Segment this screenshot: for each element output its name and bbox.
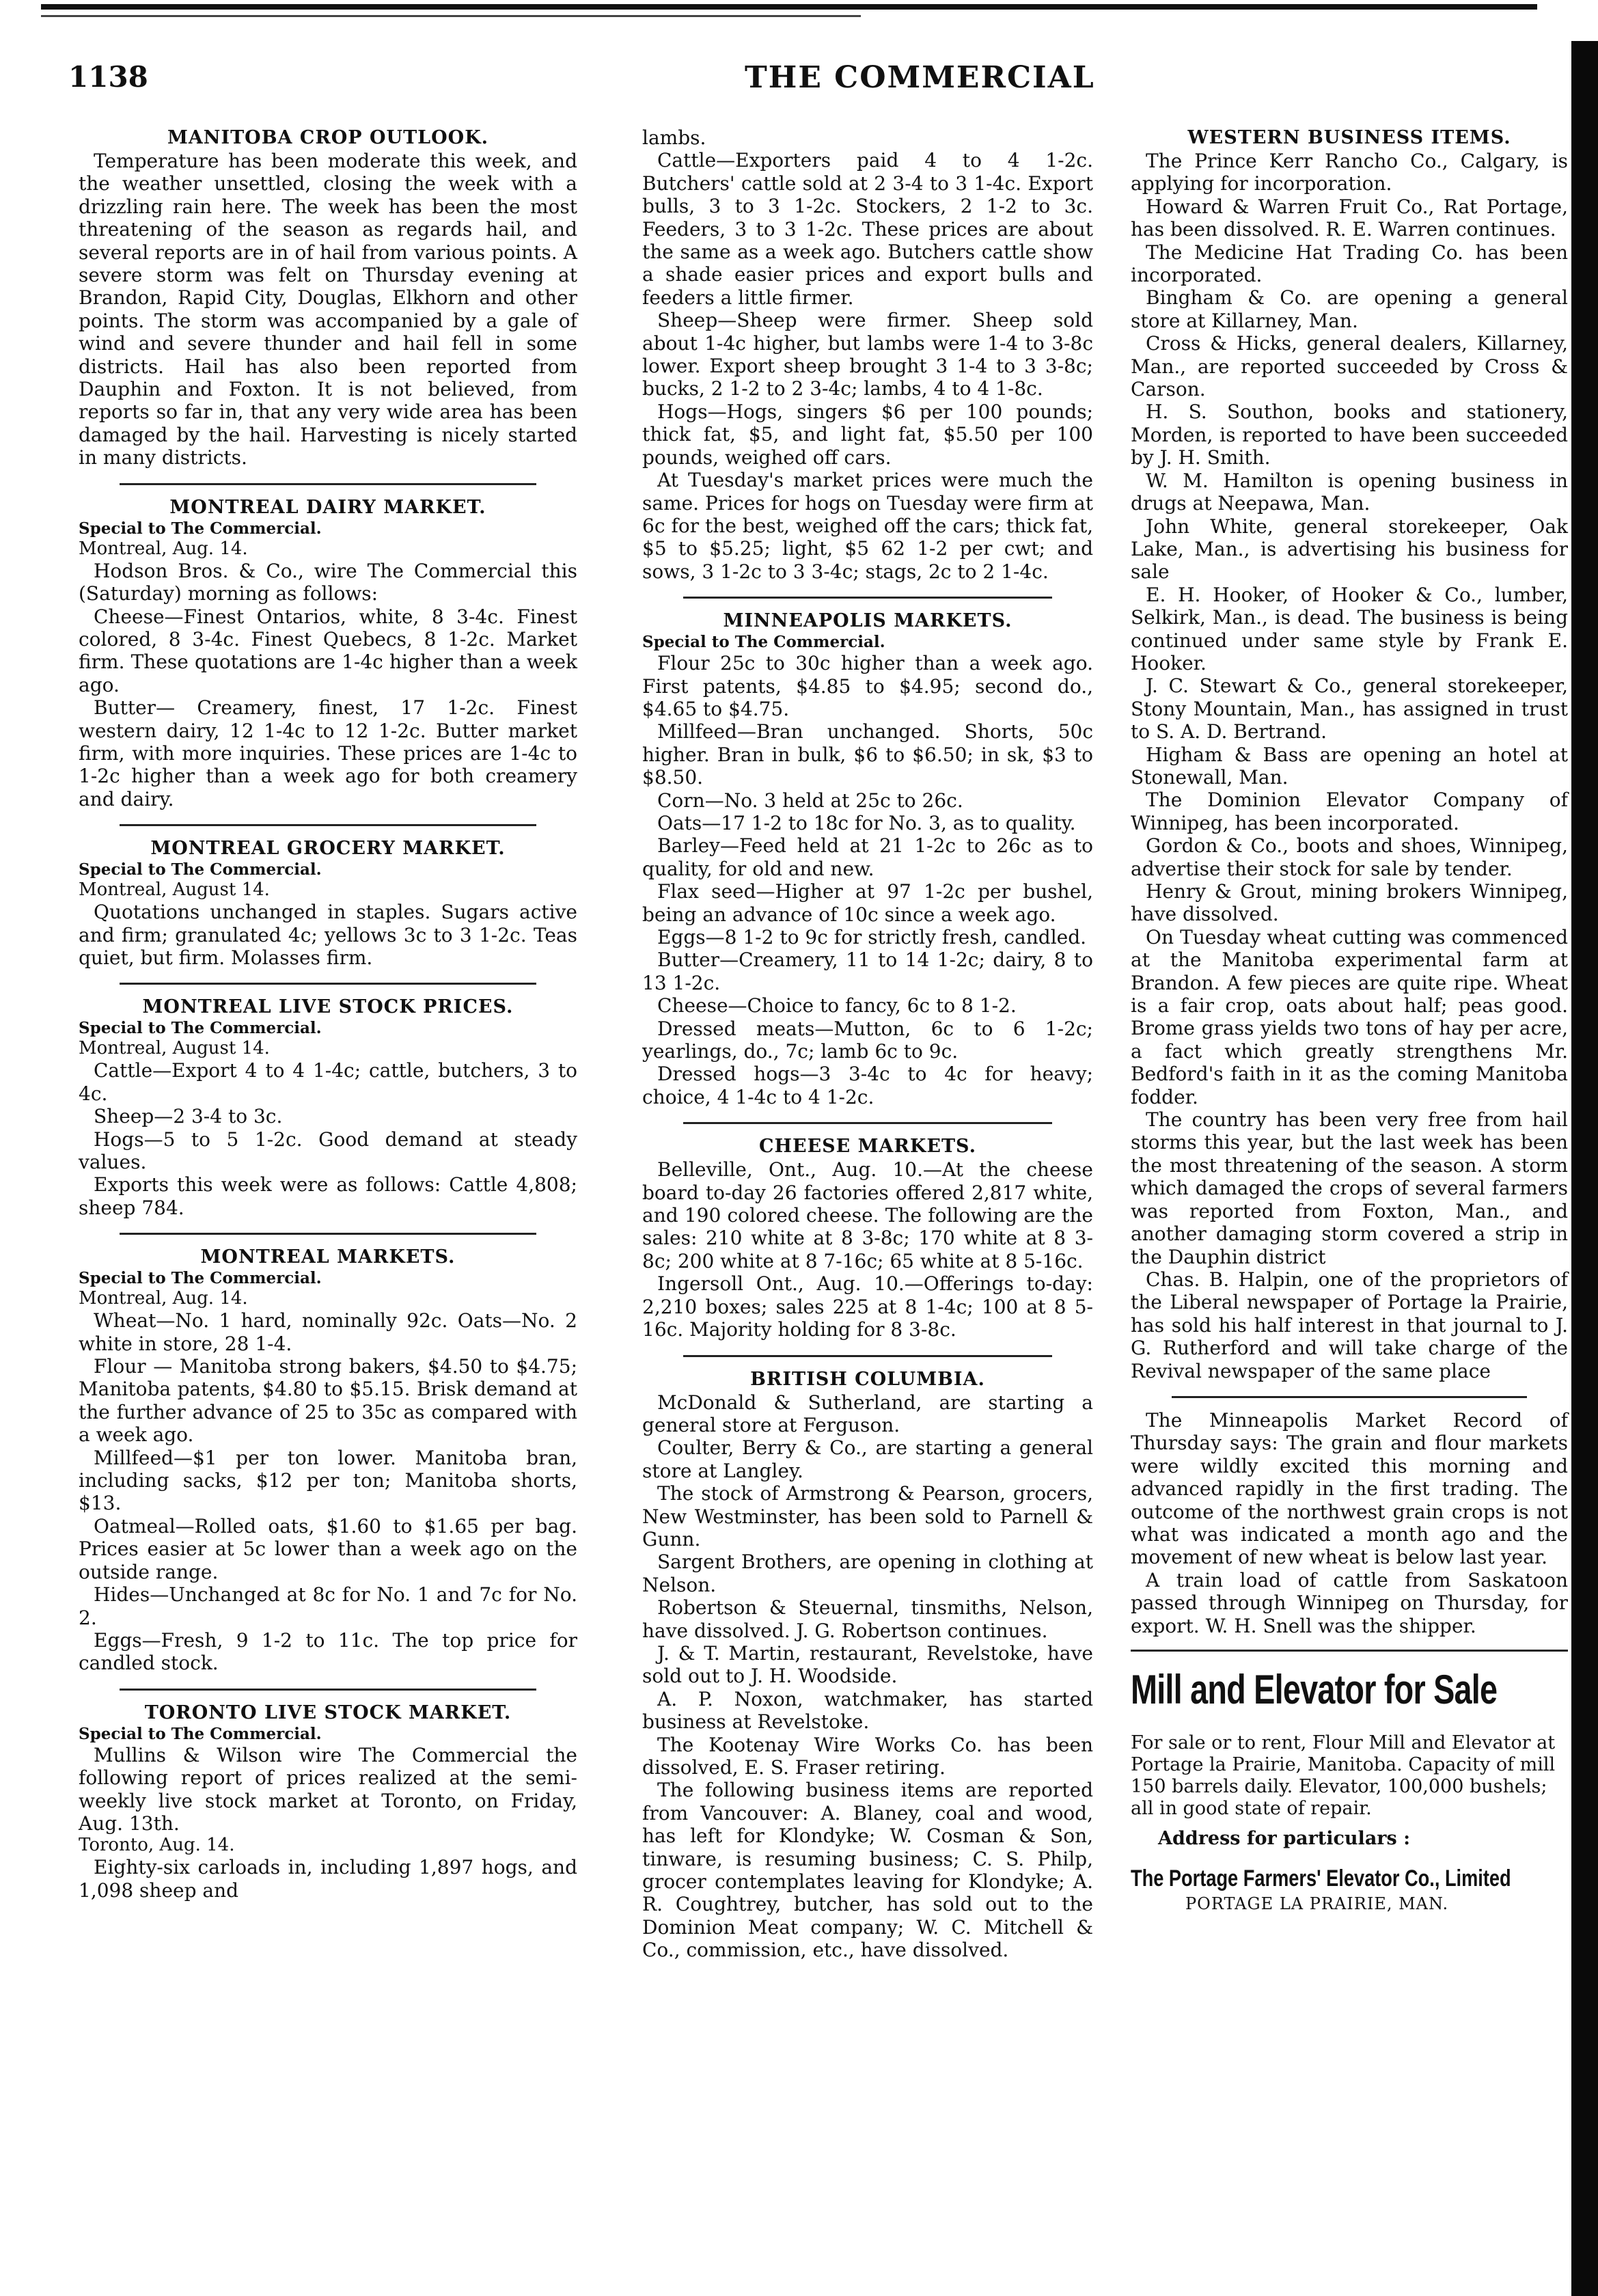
article-paragraph: Corn—No. 3 held at 25c to 26c. (657, 789, 963, 812)
dateline: Montreal, August 14. (79, 1038, 270, 1059)
article-paragraph: The country has been very free from hail storms this year, but the last week has been the most threatening of the season. A storm which damaged the crops of several farmers was reported from Foxton, Man., and another damaging storm covered a strip in the Dauphin district (1131, 1108, 1568, 1268)
article-paragraph: Robertson & Steuernal, tinsmiths, Nelson, have dissolved. J. G. Robertson continues. (642, 1596, 1093, 1642)
special-line: Special to The Commercial. (79, 860, 322, 879)
article-paragraph: At Tuesday's market prices were much the same. Prices for hogs on Tuesday were firm at 6c for the best, weighed off the cars; thick fat, $5 to $5.25; light, $5 62 1-2 per cwt; and sows, 3 1-2c to 3 3-4c; stags, 2c to 2 1-4c. (642, 469, 1093, 583)
article-paragraph: Cattle—Export 4 to 4 1-4c; cattle, butchers, 3 to 4c. (79, 1059, 577, 1105)
advertisement-body: For sale or to rent, Flour Mill and Elevator at Portage la Prairie, Manitoba. Capacity of mill 150 barrels daily. Elevator, 100,000 bushels; all in good state of repair. (1131, 1732, 1556, 1819)
dateline: Montreal, August 14. (79, 879, 270, 901)
section-divider (120, 824, 536, 826)
article-paragraph: Mullins & Wilson wire The Commercial the following report of prices realized at the semi-weekly live stock market at Toronto, on Friday, Aug. 13th. (79, 1743, 577, 1835)
article-paragraph: Cheese—Choice to fancy, 6c to 8 1-2. (657, 994, 1017, 1017)
article-paragraph: A. P. Noxon, watchmaker, has started business at Revelstoke. (642, 1687, 1093, 1734)
article-paragraph: Butter—Creamery, 11 to 14 1-2c; dairy, 8 to 13 1-2c. (642, 948, 1093, 994)
article-paragraph: Flour — Manitoba strong bakers, $4.50 to $4.75; Manitoba patents, $4.80 to $5.15. Brisk demand at the further advance of 25 to 35c as compared with a week ago. (79, 1355, 577, 1447)
special-line: Special to The Commercial. (79, 1019, 322, 1038)
special-line: Special to The Commercial. (79, 519, 322, 538)
section-divider (120, 1233, 536, 1235)
article-paragraph: Eggs—Fresh, 9 1-2 to 11c. The top price for candled stock. (79, 1628, 577, 1675)
article-paragraph: Temperature has been moderate this week, and the weather unsettled, closing the week with a drizzling rain here. The week has been the most threatening of the season as regards hail, and several reports are in of hail from various points. A severe storm was felt on Thursday evening at Brandon, Rapid City, Douglas, Elkhorn and other points. The storm was accompanied by a gale of wind and severe thunder and hail fell in some districts. Hail has also been reported from Dauphin and Foxton. It is not believed, from reports so far in, that any very wide area has been damaged by the hail. Harvesting is nicely started in many districts. (79, 150, 577, 469)
article-paragraph: Wheat—No. 1 hard, nominally 92c. Oats—No. 2 white in store, 28 1-4. (79, 1309, 577, 1355)
article-paragraph: Cheese—Finest Ontarios, white, 8 3-4c. Finest colored, 8 3-4c. Finest Quebecs, 8 1-2c. Market firm. These quotations are 1-4c higher than a week ago. (79, 605, 577, 696)
article-heading: MONTREAL GROCERY MARKET. (150, 838, 506, 860)
section-divider (120, 1689, 536, 1691)
article-heading: MONTREAL DAIRY MARKET. (169, 496, 486, 518)
article-paragraph: McDonald & Sutherland, are starting a general store at Ferguson. (642, 1391, 1093, 1436)
article-paragraph: Chas. B. Halpin, one of the proprietors of the Liberal newspaper of Portage la Prairie, has sold his half interest in that journal to J. G. Rutherford and will take charge of the Revival newspaper of the same place (1131, 1268, 1568, 1382)
section-divider (120, 983, 536, 985)
article-paragraph: Coulter, Berry & Co., are starting a general store at Langley. (642, 1436, 1093, 1482)
article-paragraph: Bingham & Co. are opening a general store at Killarney, Man. (1131, 286, 1568, 332)
article-paragraph: Higham & Bass are opening an hotel at Stonewall, Man. (1131, 743, 1568, 789)
special-line: Special to The Commercial. (642, 633, 885, 652)
article-paragraph: Dressed hogs—3 3-4c to 4c for heavy; choice, 4 1-4c to 4 1-2c. (642, 1063, 1093, 1108)
article-paragraph: The Minneapolis Market Record of Thursday says: The grain and flour markets were wildly excited this morning and advanced rapidly in the first trading. The outcome of the northwest grain crops is not what was indicated a month ago and the movement of new wheat is below last year. (1131, 1408, 1568, 1569)
article-paragraph: Sheep—Sheep were firmer. Sheep sold about 1-4c higher, but lambs were 1-4 to 3-8c lower. Export sheep brought 3 1-4 to 3 3-8c; bucks, 2 1-2 to 2 3-4c; lambs, 4 to 4 1-8c. (642, 309, 1093, 400)
dateline: Toronto, Aug. 14. (79, 1835, 235, 1856)
article-paragraph: Oats—17 1-2 to 18c for No. 3, as to quality. (657, 811, 1076, 834)
section-divider (120, 483, 536, 485)
article-paragraph: Eighty-six carloads in, including 1,897 hogs, and 1,098 sheep and (79, 1856, 577, 1902)
advertisement-divider (1131, 1650, 1568, 1652)
article-paragraph: W. M. Hamilton is opening business in drugs at Neepawa, Man. (1131, 469, 1568, 515)
page-number: 1138 (68, 60, 148, 94)
advertisement-location: PORTAGE LA PRAIRIE, MAN. (1185, 1894, 1449, 1913)
article-heading: BRITISH COLUMBIA. (750, 1368, 985, 1390)
section-divider (1172, 1396, 1527, 1398)
column-1 (79, 126, 577, 1902)
article-paragraph: Barley—Feed held at 21 1-2c to 26c as to quality, for old and new. (642, 834, 1093, 880)
journal-title: THE COMMERCIAL (745, 60, 1095, 95)
special-line: Special to The Commercial. (79, 1269, 322, 1288)
article-paragraph: The following business items are reported from Vancouver: A. Blaney, coal and wood, has left for Klondyke; W. Cosman & Son, tinware, is resuming business; C. S. Philp, grocer contemplates leaving for Klondyke; A. R. Coughtrey, butcher, has sold out to the Dominion Meat company; W. C. Mitchell & Co., commission, etc., have dissolved. (642, 1779, 1093, 1962)
article-paragraph: Sheep—2 3-4 to 3c. (94, 1105, 283, 1128)
article-paragraph: The Medicine Hat Trading Co. has been incorporated. (1131, 241, 1568, 287)
article-paragraph: Quotations unchanged in staples. Sugars active and firm; granulated 4c; yellows 3c to 3 1-2c. Teas quiet, but firm. Molasses firm. (79, 901, 577, 969)
dateline: Montreal, Aug. 14. (79, 538, 248, 559)
article-heading: WESTERN BUSINESS ITEMS. (1187, 127, 1511, 148)
article-paragraph: Eggs—8 1-2 to 9c for strictly fresh, candled. (657, 926, 1087, 948)
article-heading: MINNEAPOLIS MARKETS. (723, 610, 1012, 632)
article-paragraph: Cross & Hicks, general dealers, Killarney, Man., are reported succeeded by Cross & Carson. (1131, 332, 1568, 401)
article-paragraph: Oatmeal—Rolled oats, $1.60 to $1.65 per bag. Prices easier at 5c lower than a week ago on the outside range. (79, 1514, 577, 1583)
advertisement-title: Mill and Elevator for Sale (1131, 1667, 1498, 1712)
article-paragraph: J. & T. Martin, restaurant, Revelstoke, have sold out to J. H. Woodside. (642, 1641, 1093, 1688)
section-divider (683, 1122, 1052, 1124)
article-paragraph: Henry & Grout, mining brokers Winnipeg, have dissolved. (1131, 880, 1568, 926)
advertisement-contact-line: Address for particulars : (1158, 1828, 1411, 1849)
article-paragraph: H. S. Southon, books and stationery, Morden, is reported to have been succeeded by J. H. Smith. (1131, 400, 1568, 469)
article-paragraph: Howard & Warren Fruit Co., Rat Portage, has been dissolved. R. E. Warren continues. (1131, 195, 1568, 241)
column-3 (1131, 126, 1568, 1914)
article-paragraph: The Prince Kerr Rancho Co., Calgary, is applying for incorporation. (1131, 150, 1568, 195)
article-paragraph: The Dominion Elevator Company of Winnipeg, has been incorporated. (1131, 789, 1568, 834)
article-paragraph: John White, general storekeeper, Oak Lake, Man., is advertising his business for sale (1131, 515, 1568, 584)
article-paragraph: Gordon & Co., boots and shoes, Winnipeg, advertise their stock for sale by tender. (1131, 834, 1568, 880)
article-heading: MANITOBA CROP OUTLOOK. (167, 127, 489, 148)
article-paragraph: Flax seed—Higher at 97 1-2c per bushel, being an advance of 10c since a week ago. (642, 880, 1093, 926)
article-paragraph: Sargent Brothers, are opening in clothing at Nelson. (642, 1550, 1093, 1596)
article-paragraph: On Tuesday wheat cutting was commenced at the Manitoba experimental farm at Brandon. A few pieces are quite ripe. Wheat is a fair crop, oats about half; peas good. Brome grass yields two tons of hay per acre, a fact which greatly strengthens Mr. Bedford's faith in it as the coming Manitoba fodder. (1131, 925, 1568, 1108)
scan-edge (1571, 41, 1598, 2296)
article-paragraph: Millfeed—Bran unchanged. Shorts, 50c higher. Bran in bulk, $6 to $6.50; in sk, $3 to $8.50. (642, 720, 1093, 789)
article-heading: TORONTO LIVE STOCK MARKET. (144, 1702, 512, 1723)
top-rule (41, 4, 1537, 10)
article-paragraph: Hogs—5 to 5 1-2c. Good demand at steady values. (79, 1128, 577, 1173)
article-paragraph: Hogs—Hogs, singers $6 per 100 pounds; thick fat, $5, and light fat, $5.50 per 100 pounds, weighed off cars. (642, 400, 1093, 469)
article-paragraph: The Kootenay Wire Works Co. has been dissolved, E. S. Fraser retiring. (642, 1733, 1093, 1779)
section-divider (683, 1355, 1052, 1357)
article-paragraph: Belleville, Ont., Aug. 10.—At the cheese board to-day 26 factories offered 2,817 white, and 190 colored cheese. The following are the sales: 210 white at 8 3-8c; 170 white at 8 3-8c; 200 white at 8 7-16c; 65 white at 8 5-16c. (642, 1158, 1093, 1272)
article-paragraph: Flour 25c to 30c higher than a week ago. First patents, $4.85 to $4.95; second do., $4.65 to $4.75. (642, 652, 1093, 720)
article-paragraph: Exports this week were as follows: Cattle 4,808; sheep 784. (79, 1173, 577, 1219)
article-paragraph: Millfeed—$1 per ton lower. Manitoba bran, including sacks, $12 per ton; Manitoba shorts, $13. (79, 1446, 577, 1515)
article-heading: MONTREAL MARKETS. (200, 1246, 456, 1268)
article-paragraph: J. C. Stewart & Co., general storekeeper, Stony Mountain, Man., has assigned in trust to S. A. D. Bertrand. (1131, 674, 1568, 743)
article-heading: CHEESE MARKETS. (759, 1136, 976, 1158)
special-line: Special to The Commercial. (79, 1724, 322, 1743)
section-divider (683, 597, 1052, 599)
article-paragraph: Cattle—Exporters paid 4 to 4 1-2c. Butchers' cattle sold at 2 3-4 to 3 1-4c. Export bulls, 3 to 3 1-2c. Stockers, 2 1-2 to 3c. Feeders, 3 to 3 1-2c. These prices are about the same as a week ago. Butchers cattle show a shade easier prices and export bulls and feeders a little firmer. (642, 149, 1093, 309)
article-heading: MONTREAL LIVE STOCK PRICES. (142, 996, 514, 1018)
article-paragraph: E. H. Hooker, of Hooker & Co., lumber, Selkirk, Man., is dead. The business is being continued under same style by Frank E. Hooker. (1131, 583, 1568, 674)
column-2 (642, 126, 1093, 1962)
article-paragraph: Hides—Unchanged at 8c for No. 1 and 7c for No. 2. (79, 1583, 577, 1629)
dateline: Montreal, Aug. 14. (79, 1288, 248, 1309)
top-rule-secondary (41, 15, 861, 17)
article-paragraph: lambs. (642, 126, 706, 149)
article-paragraph: Ingersoll Ont., Aug. 10.—Offerings to-day: 2,210 boxes; sales 225 at 8 1-4c; 100 at 8 5-16c. Majority holding for 8 3-8c. (642, 1272, 1093, 1341)
article-paragraph: A train load of cattle from Saskatoon passed through Winnipeg on Thursday, for export. W. H. Snell was the shipper. (1131, 1568, 1568, 1637)
advertisement (1131, 1665, 1568, 1914)
advertisement-company: The Portage Farmers' Elevator Co., Limited (1131, 1866, 1511, 1891)
article-paragraph: Butter— Creamery, finest, 17 1-2c. Finest western dairy, 12 1-4c to 12 1-2c. Butter market firm, with more inquiries. These prices are 1-4c to 1-2c higher than a week ago for both creamery and dairy. (79, 696, 577, 810)
article-paragraph: Hodson Bros. & Co., wire The Commercial this (Saturday) morning as follows: (79, 559, 577, 605)
article-paragraph: The stock of Armstrong & Pearson, grocers, New Westminster, has been sold to Parnell & Gunn. (642, 1482, 1093, 1550)
article-paragraph: Dressed meats—Mutton, 6c to 6 1-2c; yearlings, do., 7c; lamb 6c to 9c. (642, 1017, 1093, 1063)
